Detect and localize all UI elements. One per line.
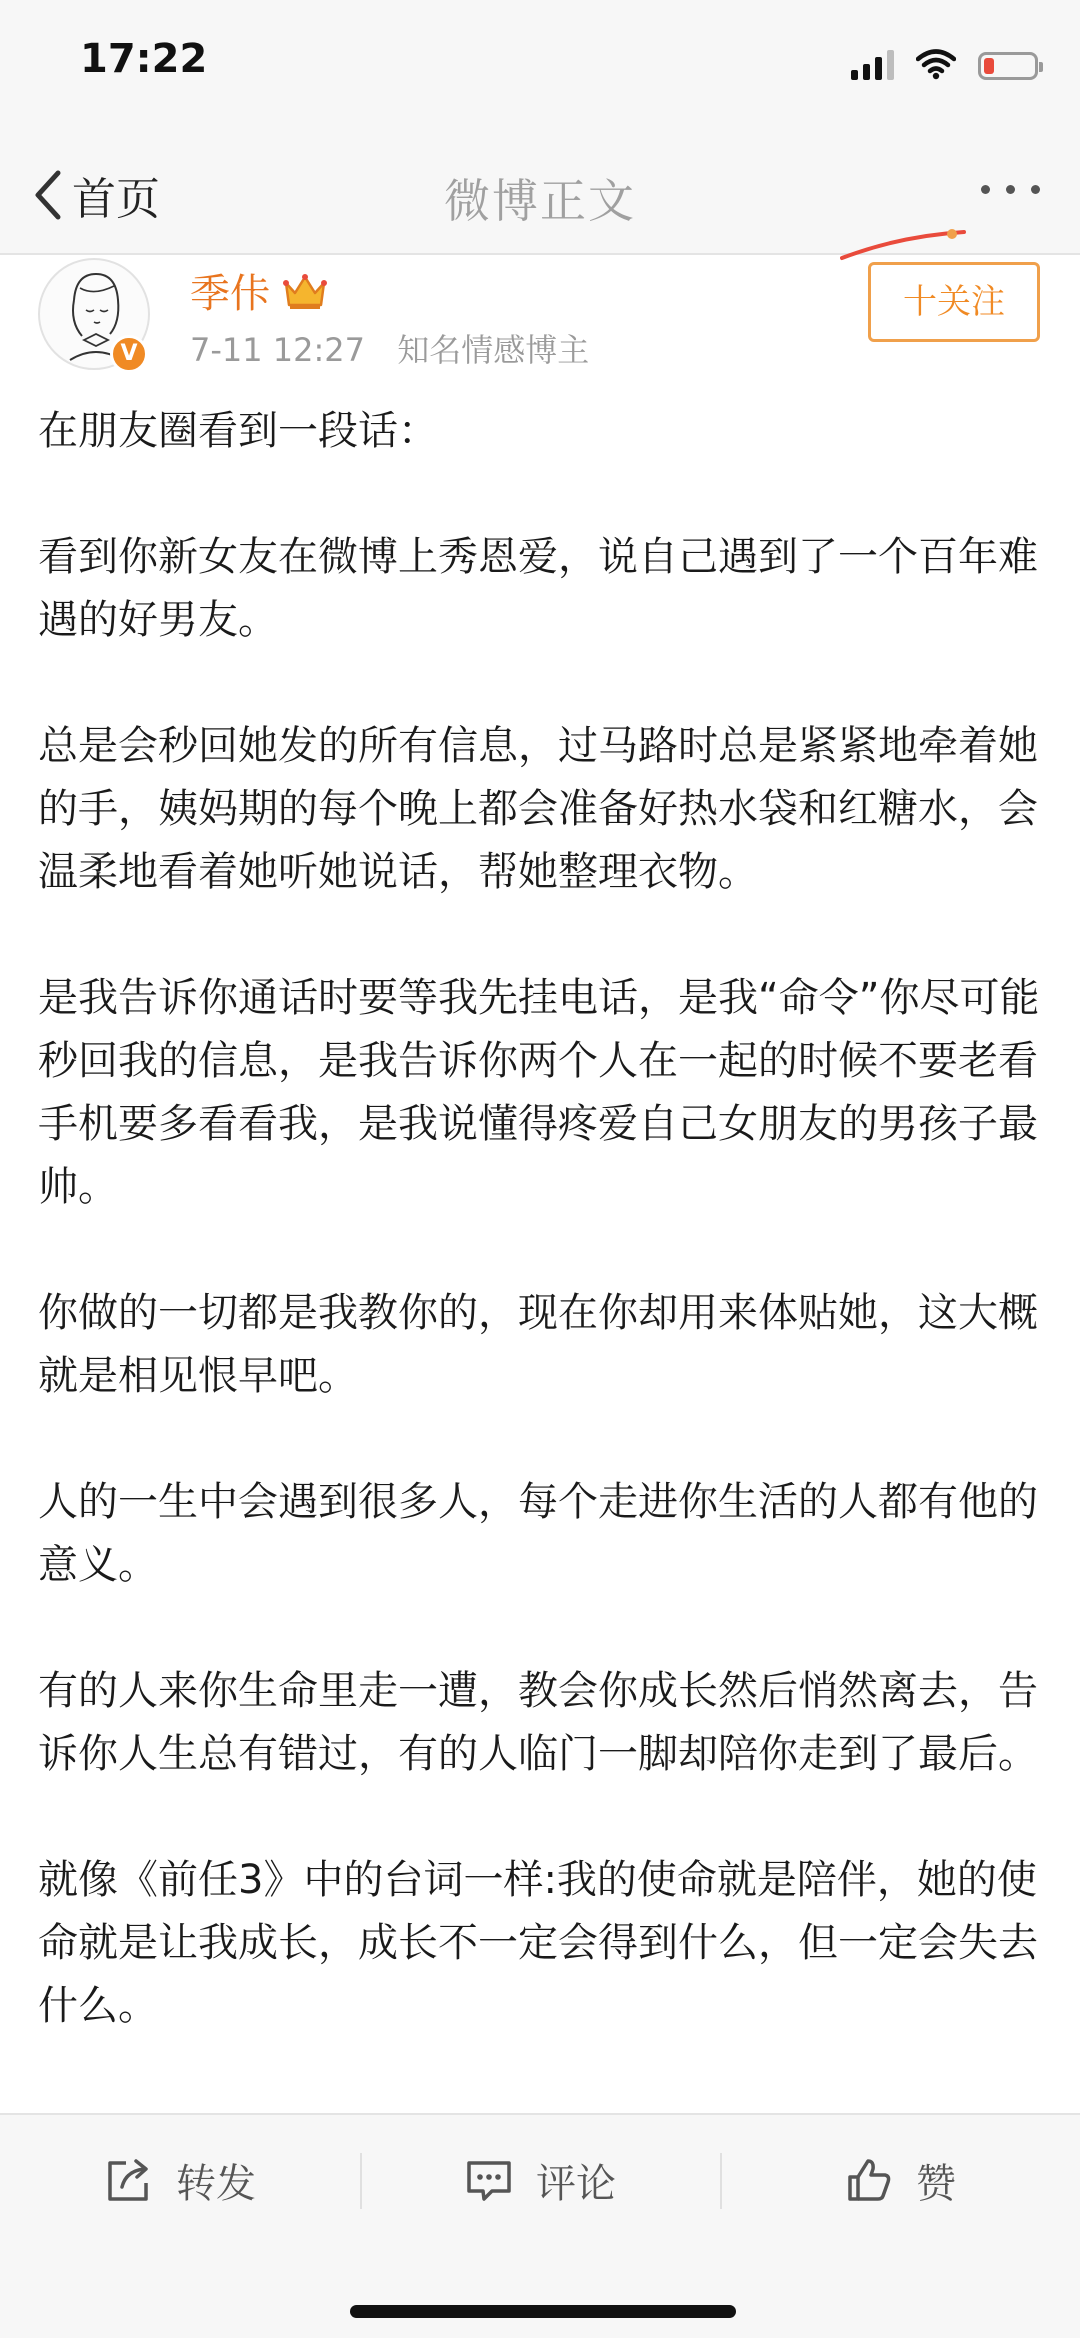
comment-icon [464,2155,514,2205]
post-content [38,400,1048,2101]
post-timestamp: 7-11 12:27 [190,331,366,369]
post-paragraph: 在朋友圈看到一段话： [38,408,438,454]
verified-badge-icon: V [110,335,148,373]
thumbs-up-icon [844,2155,894,2205]
cellular-signal-icon [851,48,894,80]
repost-label: 转发 [176,2160,256,2207]
like-label: 赞 [916,2160,956,2207]
post-meta [190,325,589,371]
page-title: 微博正文 [444,174,636,228]
post-paragraph: 你做的一切都是我教你的，现在你却用来体贴她，这大概就是相见恨早吧。 [38,1290,1038,1399]
more-options-icon[interactable] [981,185,1040,194]
wifi-icon [916,48,956,80]
battery-icon [978,52,1038,80]
post-paragraph: 总是会秒回她发的所有信息，过马路时总是紧紧地牵着她的手，姨妈期的每个晚上都会准备好热水袋和红糖水，会温柔地看着她听她说话，帮她整理衣物。 [38,723,1038,895]
home-indicator [350,2305,736,2318]
status-bar [0,0,1080,135]
status-time: 17:22 [80,36,208,82]
post-paragraph: 是我告诉你通话时要等我先挂电话，是我“命令”你尽可能秒回我的信息，是我告诉你两个人在一起的时候不要老看手机要多看看我，是我说懂得疼爱自己女朋友的男孩子最帅。 [38,975,1040,1210]
post-paragraph: 人的一生中会遇到很多人，每个走进你生活的人都有他的意义。 [38,1479,1038,1588]
comment-label: 评论 [536,2160,616,2207]
comment-button[interactable] [360,2115,720,2245]
post-paragraph: 有的人来你生命里走一遭，教会你成长然后悄然离去，告诉你人生总有错过，有的人临门一脚却陪你走到了最后。 [38,1668,1038,1777]
author-row [190,262,328,319]
author-name[interactable]: 季佧 [190,271,270,317]
battery-level [984,58,994,74]
status-icons [851,48,1038,80]
crown-icon [282,271,328,311]
follow-button[interactable]: 十关注 [868,262,1040,342]
author-tag: 知名情感博主 [397,331,590,369]
repost-icon [104,2155,154,2205]
post-paragraph: 就像《前任3》中的台词一样:我的使命就是陪伴，她的使命就是让我成长，成长不一定会得到什么，但一定会失去什么。 [38,1857,1038,2029]
like-button[interactable] [720,2115,1080,2245]
repost-button[interactable] [0,2115,360,2245]
back-label: 首页 [72,174,160,225]
post-paragraph: 看到你新女友在微博上秀恩爱，说自己遇到了一个百年难遇的好男友。 [38,534,1038,643]
